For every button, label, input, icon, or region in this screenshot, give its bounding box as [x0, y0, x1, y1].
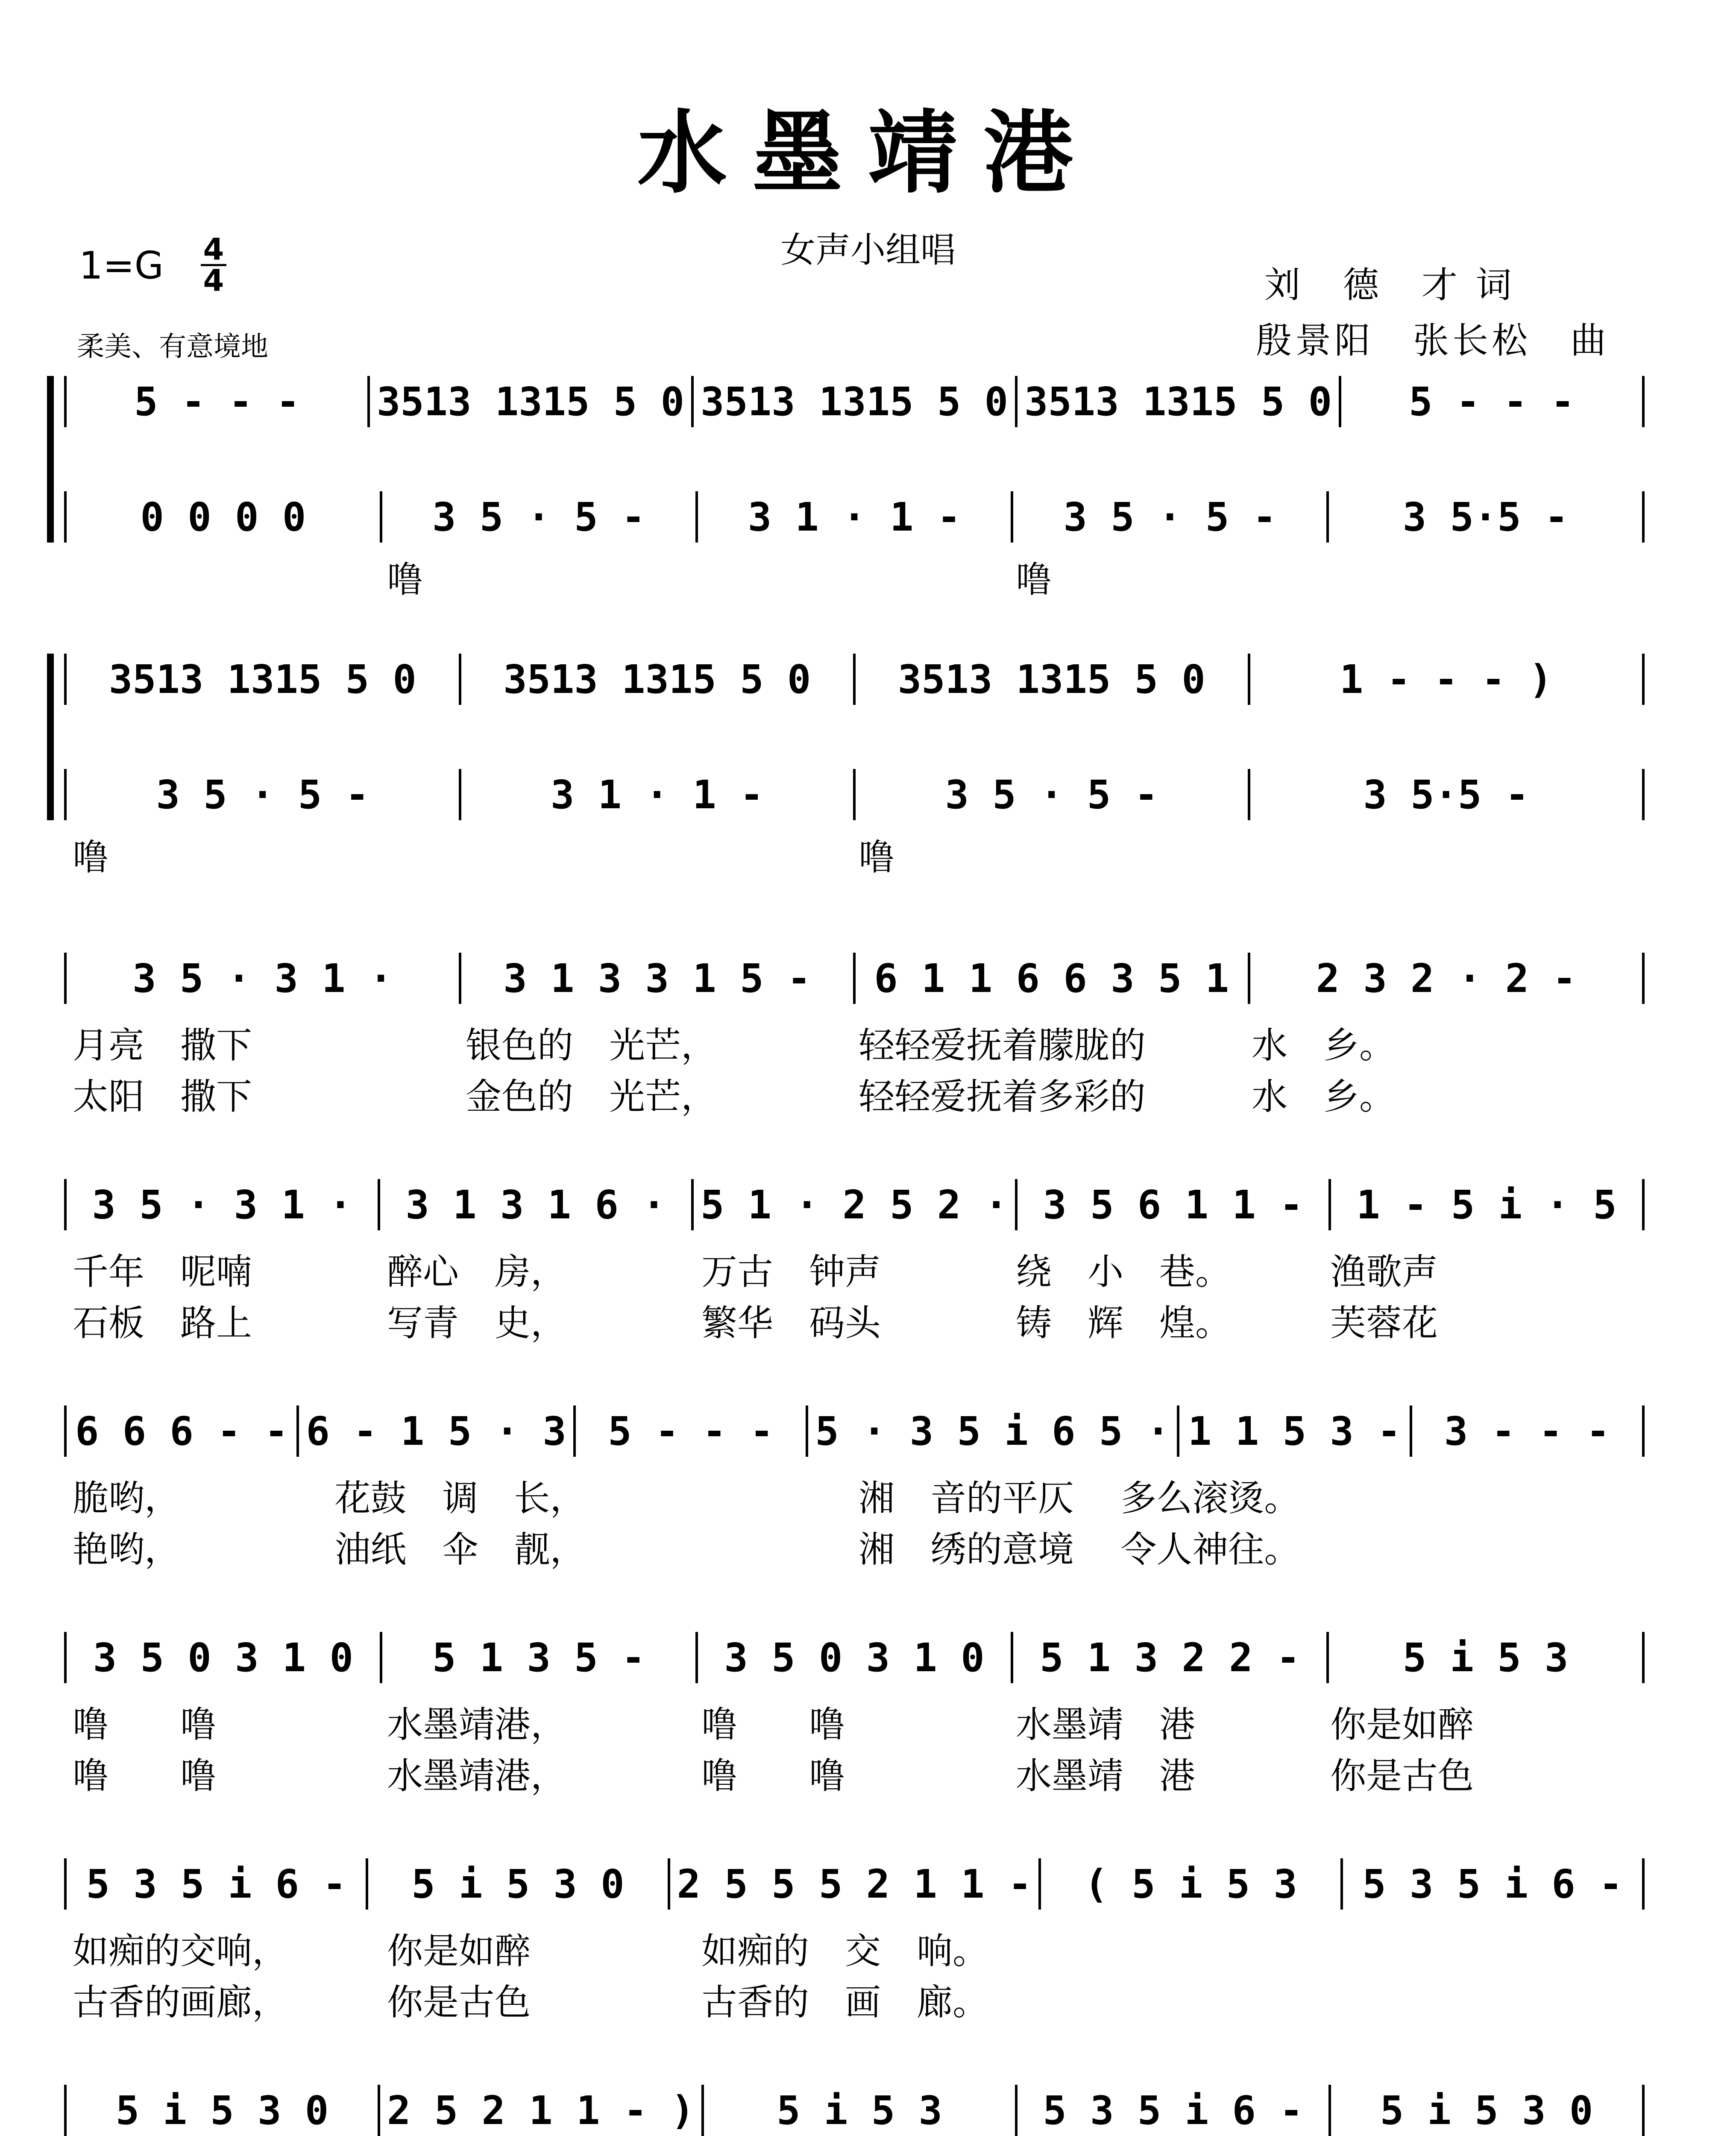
notation-row — [64, 654, 1645, 705]
lyric-line — [73, 1294, 1645, 1346]
measure: 5 1 · 2 5 2 · — [694, 1179, 1018, 1230]
notation-row — [64, 953, 1645, 1004]
measure: 3513 1315 5 0 — [461, 654, 856, 705]
measure: 3 1 · 1 - — [698, 491, 1014, 543]
lyric-line — [73, 1243, 1645, 1295]
measure: 5 i 5 3 0 — [64, 2085, 380, 2136]
notation-row — [64, 376, 1645, 427]
notation-row — [64, 1858, 1645, 1910]
lyric-segment: 多么滚烫。 — [1120, 1477, 1300, 1519]
lyric-segment — [701, 551, 1016, 603]
measure: 2 3 2 · 2 - — [1250, 953, 1645, 1004]
lyric-segment: 水墨靖 港 — [1016, 1704, 1196, 1746]
measure: 5 i 5 3 0 — [1331, 2085, 1645, 2136]
key-signature: 1=G — [79, 244, 164, 288]
measure: 3 5 · 5 - — [382, 491, 698, 543]
measure: 3 1 3 1 6 · — [380, 1179, 694, 1230]
measure: 5 - - - — [1341, 376, 1645, 427]
lyric-segment: 噜 噜 — [701, 1704, 845, 1746]
lyric-segment: 芙蓉花 — [1330, 1302, 1438, 1344]
lyric-segment: 脆哟， — [73, 1477, 181, 1519]
lyric-segment: 艳哟， — [73, 1529, 181, 1570]
measure: 3 5 · 3 1 · — [64, 953, 461, 1004]
lyric-segment: 万古 钟声 — [701, 1251, 881, 1293]
measure: 5 i 5 3 0 — [368, 1858, 670, 1910]
measure: 3513 1315 5 0 — [1018, 376, 1341, 427]
measure: 3513 1315 5 0 — [856, 654, 1250, 705]
lyric-line — [73, 1974, 1645, 2025]
lyric-segment: 金色的 光芒， — [466, 1076, 717, 1118]
measure: 1 - 5 i · 5 — [1331, 1179, 1645, 1230]
lyric-segment: 湘 绣的意境 — [858, 1529, 1074, 1570]
lyric-segment — [73, 551, 387, 603]
measure: 5 · 3 5 i 6 5 · — [808, 1405, 1179, 1457]
lyric-line — [73, 1017, 1645, 1068]
lyric-segment: 水墨靖 港 — [1016, 1755, 1196, 1797]
lyric-segment — [597, 1470, 859, 1521]
notation-row — [64, 2085, 1645, 2136]
page-title: 水墨靖港 — [637, 101, 1099, 205]
lyric-segment: 轻轻爱抚着朦胧的 — [859, 1024, 1146, 1066]
measure: 3 5 · 5 - — [64, 769, 461, 820]
lyric-segment: 令人神往。 — [1120, 1529, 1300, 1570]
lyric-line — [73, 1922, 1645, 1974]
lyric-segment: 噜 — [1016, 559, 1052, 601]
measure: 0 0 0 0 — [64, 491, 382, 543]
lyric-segment: 你是古色 — [387, 1981, 531, 2023]
lyric-segment — [1016, 1974, 1330, 2025]
measure: 3 1 · 1 - — [461, 769, 856, 820]
measure: 5 - - - — [64, 376, 370, 427]
lyric-segment: 古香的画廊， — [73, 1981, 288, 2023]
lyric-line — [73, 1696, 1645, 1748]
measure: 3 5 6 1 1 - — [1018, 1179, 1331, 1230]
lyric-segment: 太阳 撒下 — [73, 1076, 252, 1118]
lyric-segment: 银色的 光芒， — [466, 1024, 717, 1066]
measure: 6 - 1 5 · 3 — [299, 1405, 575, 1457]
time-signature — [201, 232, 226, 298]
notation-row — [64, 491, 1645, 543]
lyric-segment — [1383, 1521, 1645, 1573]
measure: 3 5·5 - — [1329, 491, 1645, 543]
lyric-line — [73, 829, 1645, 880]
lyric-line — [73, 551, 1645, 603]
measure: 6 6 6 - - — [64, 1405, 299, 1457]
lyric-segment: 渔歌声 — [1330, 1251, 1438, 1293]
measure: 3 5 0 3 1 0 — [698, 1632, 1014, 1683]
lyric-segment: 水 乡。 — [1252, 1076, 1396, 1118]
measure: 5 i 5 3 — [704, 2085, 1018, 2136]
lyric-segment: 你是古色 — [1330, 1755, 1474, 1797]
lyric-segment — [1383, 1470, 1645, 1521]
tempo-marking: 柔美、有意境地 — [77, 331, 268, 363]
lyric-segment: 如痴的 交 响。 — [701, 1930, 989, 1972]
lyric-segment — [1330, 1974, 1645, 2025]
lyric-segment: 噜 噜 — [701, 1755, 845, 1797]
measure: 5 3 5 i 6 - — [1018, 2085, 1331, 2136]
lyric-segment: 噜 — [387, 559, 423, 601]
lyricist-credit: 刘 德 才 词 — [1264, 264, 1515, 306]
lyric-segment: 花鼓 调 长， — [334, 1477, 586, 1519]
system-bracket — [47, 654, 54, 820]
measure: 3 1 3 3 1 5 - — [461, 953, 856, 1004]
lyric-segment: 噜 噜 — [73, 1755, 217, 1797]
lyric-segment: 你是如醉 — [387, 1930, 531, 1972]
measure: 3 5 · 5 - — [856, 769, 1250, 820]
system-bracket — [47, 376, 54, 543]
composer-credit: 殷景阳 张长松 曲 — [1256, 320, 1610, 361]
lyric-line — [73, 1470, 1645, 1521]
lyric-segment — [466, 829, 859, 880]
measure: 1 - - - ) — [1250, 654, 1645, 705]
measure: 3513 1315 5 0 — [64, 654, 461, 705]
measure: 5 - - - — [576, 1405, 808, 1457]
notation-row — [64, 1632, 1645, 1683]
lyric-segment: 千年 呢喃 — [73, 1251, 252, 1293]
lyric-segment: 水墨靖港， — [387, 1704, 567, 1746]
measure: 2 5 2 1 1 - ) — [380, 2085, 704, 2136]
measure: 3 5 0 3 1 0 — [64, 1632, 382, 1683]
lyric-segment: 油纸 伞 靓， — [334, 1529, 586, 1570]
measure: 5 1 3 5 - — [382, 1632, 698, 1683]
lyric-segment: 噜 噜 — [73, 1704, 217, 1746]
lyric-segment: 写青 史， — [387, 1302, 567, 1344]
lyric-segment: 轻轻爱抚着多彩的 — [859, 1076, 1146, 1118]
lyric-line — [73, 1068, 1645, 1120]
performance-note: 女声小组唱 — [780, 230, 956, 270]
lyric-segment: 水 乡。 — [1252, 1024, 1396, 1066]
measure: 6 1 1 6 6 3 5 1 — [856, 953, 1250, 1004]
lyric-segment: 古香的 画 廊。 — [701, 1981, 989, 2023]
lyric-segment: 月亮 撒下 — [73, 1024, 252, 1066]
measure: 3 5 · 3 1 · — [64, 1179, 380, 1230]
lyric-segment — [1016, 1922, 1330, 1974]
measure: 1 1 5 3 - — [1179, 1405, 1412, 1457]
measure: 2 5 5 5 2 1 1 - — [670, 1858, 1041, 1910]
measure: 5 i 5 3 — [1329, 1632, 1645, 1683]
lyric-segment: 繁华 码头 — [701, 1302, 881, 1344]
lyric-segment: 湘 音的平仄 — [858, 1477, 1074, 1519]
lyric-segment: 醉心 房， — [387, 1251, 567, 1293]
meter-top: 4 — [203, 232, 224, 267]
notation-row — [64, 1179, 1645, 1230]
lyric-segment: 绕 小 巷。 — [1016, 1251, 1232, 1293]
lyric-line — [73, 1747, 1645, 1799]
notation-row — [64, 1405, 1645, 1457]
measure: 3 - - - — [1412, 1405, 1645, 1457]
measure: 3513 1315 5 0 — [370, 376, 694, 427]
measure: ( 5 i 5 3 — [1041, 1858, 1343, 1910]
measure: 3 5 · 5 - — [1013, 491, 1329, 543]
measure: 5 3 5 i 6 - — [1343, 1858, 1645, 1910]
measure: 5 1 3 2 2 - — [1013, 1632, 1329, 1683]
lyric-segment — [1252, 829, 1645, 880]
lyric-segment: 你是如醉 — [1330, 1704, 1474, 1746]
lyric-segment — [597, 1521, 859, 1573]
lyric-segment: 铸 辉 煌。 — [1016, 1302, 1232, 1344]
notation-row — [64, 769, 1645, 820]
meter-bottom: 4 — [203, 263, 224, 298]
lyric-segment: 噜 — [73, 836, 109, 878]
lyric-segment: 水墨靖港， — [387, 1755, 567, 1797]
lyric-line — [73, 1521, 1645, 1573]
measure: 3 5·5 - — [1250, 769, 1645, 820]
lyric-segment — [1330, 551, 1645, 603]
measure: 3513 1315 5 0 — [694, 376, 1018, 427]
lyric-segment: 如痴的交响， — [73, 1930, 288, 1972]
measure: 5 3 5 i 6 - — [64, 1858, 368, 1910]
lyric-segment: 石板 路上 — [73, 1302, 252, 1344]
lyric-segment — [1330, 1922, 1645, 1974]
lyric-segment: 噜 — [859, 836, 895, 878]
